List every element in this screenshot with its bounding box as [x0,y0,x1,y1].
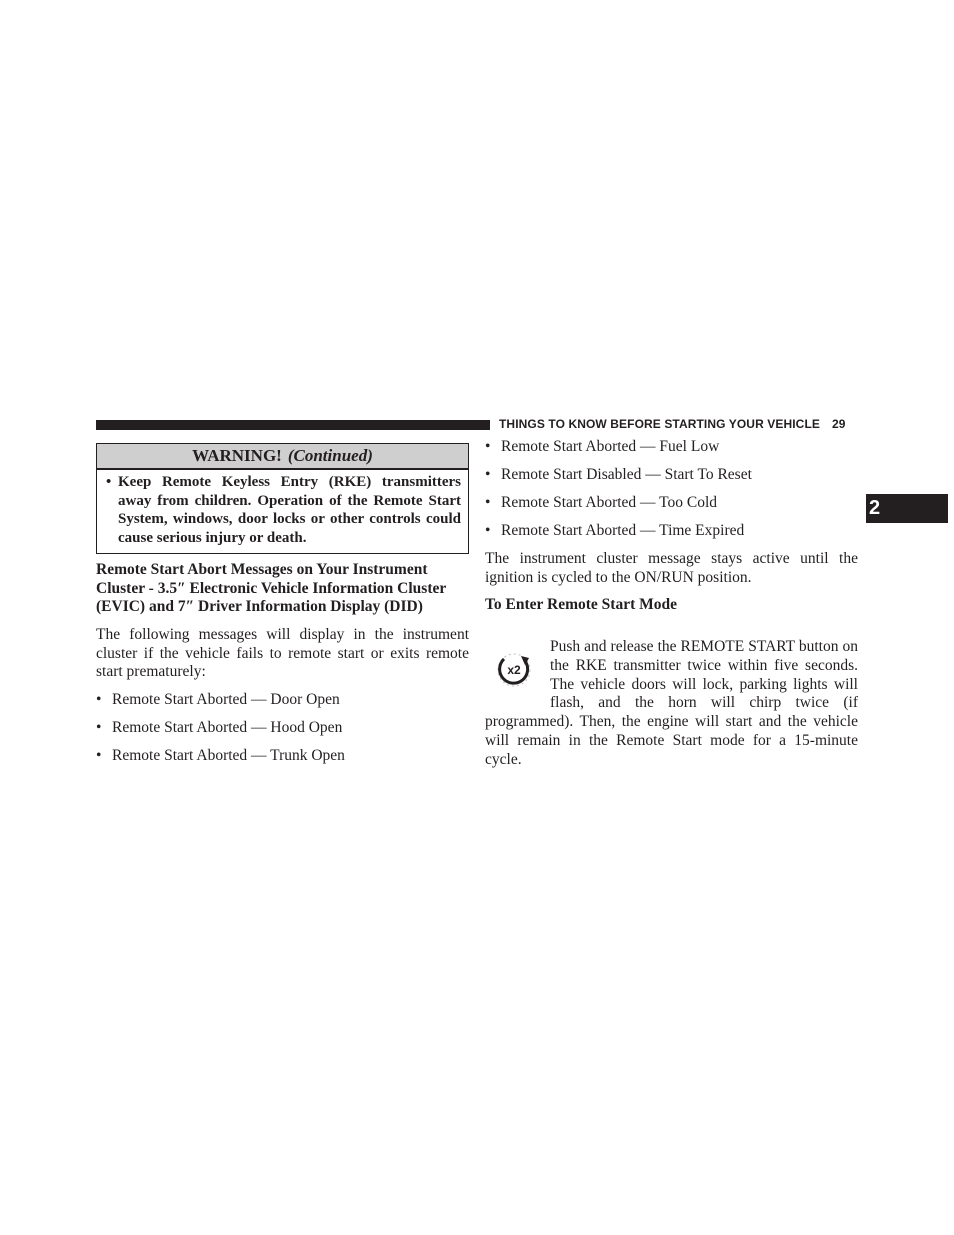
remote-start-x2-icon [485,642,543,698]
warning-bullet [97,470,468,548]
subsection-heading: To Enter Remote Start Mode [485,596,677,614]
abort-message-list-continued [485,438,858,541]
left-column [96,561,469,766]
bullet-glyph: • [106,474,112,490]
list-item: • Remote Start Aborted — Time Expired [485,521,745,539]
warning-continued: (Continued) [287,446,373,465]
right-column [485,438,858,770]
intro-paragraph: The following messages will display in the instrument cluster if the vehicle fails to remote start or exits remote start prematurely: [96,625,469,681]
bullet-glyph: • [485,493,491,511]
remote-start-instructions [485,638,858,770]
warning-header [97,444,468,470]
section-heading: Remote Start Abort Messages on Your Instrument Cluster - 3.5″ Electronic Vehicle Information Cluster (EVIC) and 7″ Driver Information Display (DID) [96,561,446,616]
bullet-glyph: • [485,521,491,539]
list-item: • Remote Start Disabled — Start To Reset [485,465,752,483]
cluster-message-paragraph: The instrument cluster message stays active until the ignition is cycled to the ON/RUN position. [485,549,858,586]
warning-box [96,443,469,554]
list-item: • Remote Start Aborted — Door Open [96,691,340,709]
bullet-glyph: • [96,747,102,765]
remote-start-paragraph: Push and release the REMOTE START button on the RKE transmitter twice within five seconds. The vehicle doors will lock, parking lights will flash, and the horn will chirp twice (if programmed). Then, the engine will start and the vehicle will remain in the Remote Start mode for a 15-minute cycle. [485,637,858,768]
list-item: • Remote Start Aborted — Trunk Open [96,747,345,765]
page-number: 29 [831,417,846,431]
icon-label: x2 [507,662,521,677]
bullet-glyph: • [96,719,102,737]
header-rule [96,420,490,430]
chapter-tab: 2 [866,494,948,523]
warning-text: Keep Remote Keyless Entry (RKE) transmitters away from children. Operation of the Remote Start System, windows, door locks or other controls could cause serious injury or death. [118,474,461,547]
bullet-glyph: • [96,691,102,709]
bullet-glyph: • [485,465,491,483]
bullet-glyph: • [485,438,491,455]
list-item: • Remote Start Aborted — Fuel Low [485,438,720,455]
abort-message-list [96,691,469,766]
list-item: • Remote Start Aborted — Too Cold [485,493,718,511]
section-title: THINGS TO KNOW BEFORE STARTING YOUR VEHICLE [499,417,820,431]
warning-label: WARNING! [192,446,282,465]
remote-start-x2-graphic [485,642,543,698]
list-item: • Remote Start Aborted — Hood Open [96,719,343,737]
running-header [499,417,859,431]
